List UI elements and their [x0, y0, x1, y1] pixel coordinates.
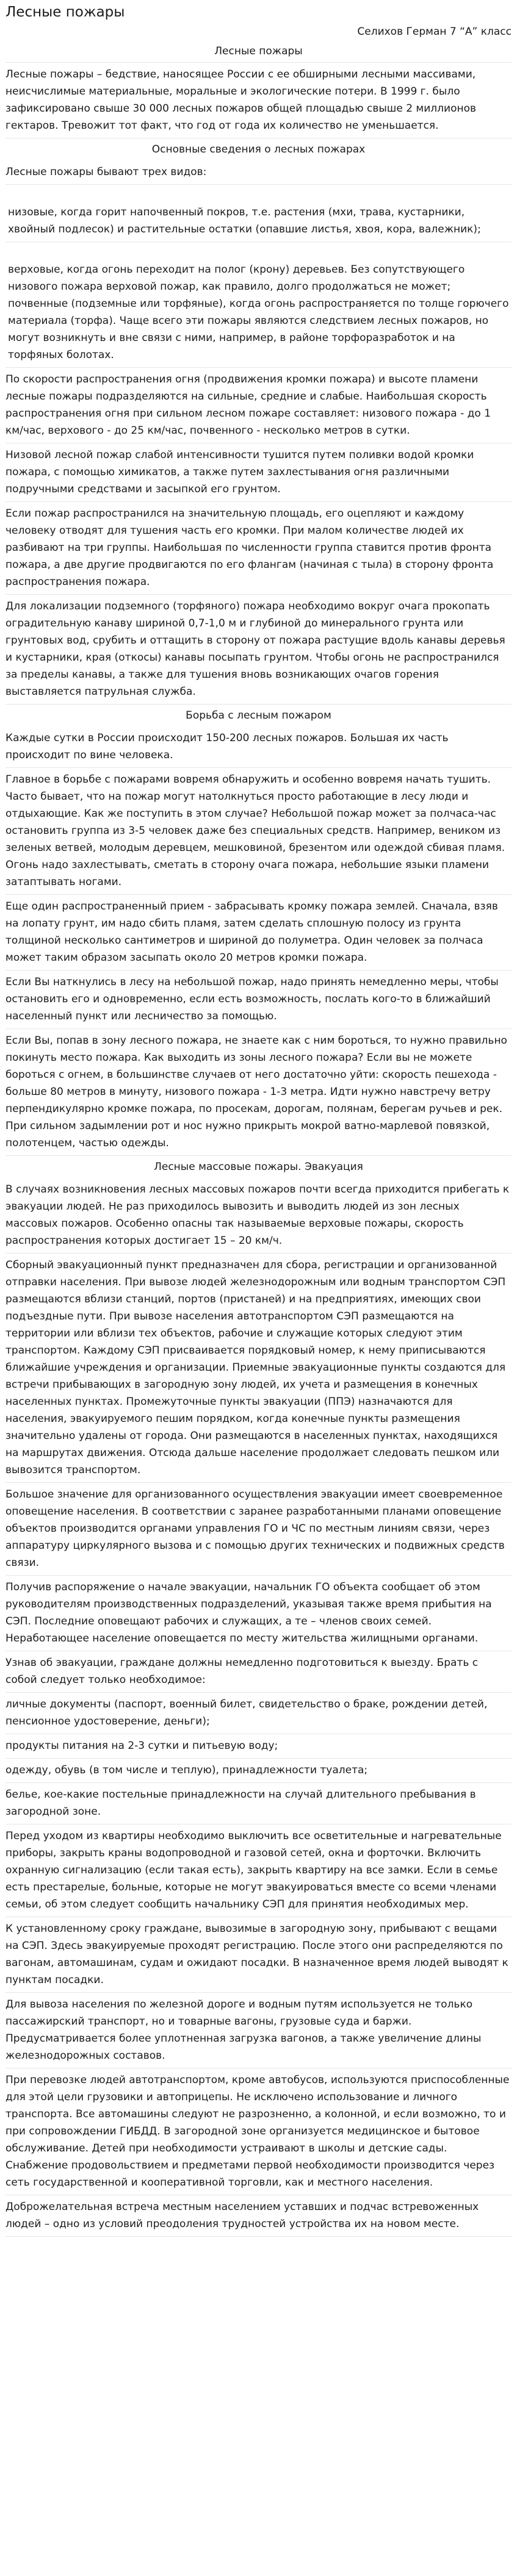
section-heading: Лесные массовые пожары. Эвакуация — [154, 1161, 363, 1173]
paragraph: Перед уходом из квартиры необходимо выключить все осветительные и нагревательные приборы, закрыть краны водопроводной и газовой сетей, окна и форточки. Включить охранную сигнализацию (если такая есть), закрыть квартиру на все замки. Если в семье есть престарелые, больные, которые не могут эвакуироваться вместе со всеми членами семьи, об этом следует сообщить начальнику СЭП для принятия необходимых мер. — [5, 1824, 512, 1917]
document-heading: Лесные пожары — [214, 45, 303, 57]
paragraph: Получив распоряжение о начале эвакуации, начальник ГО объекта сообщает об этом руководителям производственных подразделений, указывая также время прибытия на СЭП. Последние оповещают рабочих и служащих, а те – членов своих семей. Неработающее население оповещается по месту жительства жилищными органами. — [5, 1576, 512, 1651]
paragraph: Доброжелательная встреча местным населением уставших и подчас встревоженных людей – одно из условий преодоления трудностей устройства их на новом месте. — [5, 2195, 512, 2237]
paragraph: По скорости распространения огня (продвижения кромки пожара) и высоте пламени лесные пожары подразделяются на сильные, средние и слабые. Наибольшая скорость распространения огня при сильном лесном пожаре составляет: низового пожара - до 1 км/час, верхового - до 25 км/час, почвенного - несколько метров в сутки. — [5, 368, 512, 443]
section-heading: Основные сведения о лесных пожарах — [151, 143, 366, 156]
list-item: низовые, когда горит напочвенный покров, т.е. растения (мхи, трава, кустарники, хвойный подлесок) и растительные остатки (опавшие листья, хвоя, кора, валежник); — [5, 201, 512, 242]
paragraph: Еще один распространенный прием - забрасывать кромку пожара землей. Сначала, взяв на лопату грунт, им надо сбить пламя, затем сделать сплошную полосу из грунта толщиной несколько сантиметров и шириной до полуметра. Один человек за полчаса может таким образом засыпать около 20 метров кромки пожара. — [5, 895, 512, 970]
list-item: белье, кое-какие постельные принадлежности на случай длительного пребывания в загородной зоне. — [5, 1783, 512, 1824]
paragraph: Большое значение для организованного осуществления эвакуации имеет своевременное оповещение населения. В соответствии с заранее разработанными планами оповещение объектов производится органами управления ГО и ЧС по местным линиям связи, через аппаратуру циркулярного вызова и с помощью других технических и подвижных средств связи. — [5, 1483, 512, 1576]
paragraph: Каждые сутки в России происходит 150-200 лесных пожаров. Большая их часть происходит по вине человека. — [5, 727, 512, 768]
author-line: Селихов Герман 7 “А” класс — [357, 26, 512, 38]
paragraph: К установленному сроку граждане, вывозимые в загородную зону, прибывают с вещами на СЭП. Здесь эвакуируемые проходят регистрацию. После этого они распределяются по вагонам, автомашинам, судам и ожидают посадки. В назначенное время людей выводят к пунктам посадки. — [5, 1917, 512, 1993]
paragraph: Если Вы, попав в зону лесного пожара, не знаете как с ним бороться, то нужно правильно покинуть место пожара. Как выходить из зоны лесного пожара? Если вы не можете бороться с огнем, в большинстве случаев от него достаточно уйти: скорость пешехода - больше 80 метров в минуту, низового пожара - 1-3 метра. Идти нужно навстречу ветру перпендикулярно кромке пожара, по просекам, дорогам, полянам, берегам ручьев и рек. При сильном задымлении рот и нос нужно прикрыть мокрой ватно-марлевой повязкой, полотенцем, частью одежды. — [5, 1029, 512, 1156]
section-evacuation — [5, 1158, 512, 2237]
list-item: личные документы (паспорт, военный билет, свидетельство о браке, рождении детей, пенсионное удостоверение, деньги); — [5, 1693, 512, 1734]
section-basics — [5, 141, 512, 705]
paragraph: Узнав об эвакуации, граждане должны немедленно подготовиться к выезду. Брать с собой следует только необходимое: — [5, 1651, 512, 1693]
paragraph: Низовой лесной пожар слабой интенсивности тушится путем поливки водой кромки пожара, с помощью химикатов, а также путем захлестывания огня различными подручными средствами и засыпкой его грунтом. — [5, 443, 512, 502]
paragraph: Для локализации подземного (торфяного) пожара необходимо вокруг очага прокопать оградительную канаву шириной 0,7-1,0 м и глубиной до минерального грунта или грунтовых вод, срубить и оттащить в сторону от пожара растущие вдоль канавы деревья и кустарники, края (откосы) канавы посыпать грунтом. Чтобы огонь не распространился за пределы канавы, а также для тушения вновь возникающих очагов горения выставляется патрульная служба. — [5, 595, 512, 705]
list-item: одежду, обувь (в том числе и теплую), принадлежности туалета; — [5, 1759, 512, 1783]
intro-paragraph: Лесные пожары – бедствие, наносящее России с ее обширными лесными массивами, неисчислимые материальные, моральные и экологические потери. В 1999 г. было зафиксировано свыше 30 000 лесных пожаров общей площадью свыше 2 миллионов гектаров. Тревожит тот факт, что год от года их количество не уменьшается. — [5, 62, 512, 138]
paragraph: Главное в борьбе с пожарами вовремя обнаружить и особенно вовремя начать тушить. Часто бывает, что на пожар могут натолкнуться просто работающие в лесу люди и отдыхающие. Как же поступить в этом случае? Небольшой пожар может за полчаса-час остановить группа из 3-5 человек даже без специальных средств. Например, веником из зеленых ветвей, молодым деревцем, мешковиной, брезентом или одеждой сбивая пламя. Огонь надо захлестывать, сметать в сторону очага пожара, небольшие языки пламени затаптывать ногами. — [5, 768, 512, 895]
page-title: Лесные пожары — [5, 4, 125, 20]
section-heading: Борьба с лесным пожаром — [186, 709, 331, 722]
paragraph: Если пожар распространился на значительную площадь, его оцепляют и каждому человеку отводят для тушения часть его кромки. При малом количестве людей их разбивают на три группы. Наибольшая по численности группа ставится против фронта пожара, а две другие продвигаются по его флангам (начиная с тыла) в сторону фронта распространения пожара. — [5, 502, 512, 595]
paragraph: При перевозке людей автотранспортом, кроме автобусов, используются приспособленные для этой цели грузовики и автоприцепы. Не исключено использование и личного транспорта. Все автомашины следуют не разрозненно, а колонной, и если возможно, то и при сопровождении ГИБДД. В загородной зоне организуется медицинское и бытовое обслуживание. Детей при необходимости устраивают в школы и детские сады. Снабжение продовольствием и предметами первой необходимости производится через сеть государственной и кооперативной торговли, как и местного населения. — [5, 2068, 512, 2195]
list-item: верховые, когда огонь переходит на полог (крону) деревьев. Без сопутствующего низового пожара верховой пожар, как правило, долго продолжаться не может; почвенные (подземные или торфяные), когда огонь распространяется по толще горючего материала (торфа). Чаще всего эти пожары являются следствием лесных пожаров, но могут возникнуть и вне связи с ними, например, в районе торфоразработок и на торфяных болотах. — [5, 258, 512, 368]
paragraph: Если Вы наткнулись в лесу на небольшой пожар, надо принять немедленно меры, чтобы остановить его и одновременно, если есть возможность, послать кого-то в ближайший населенный пункт или лесничество за помощью. — [5, 970, 512, 1029]
paragraph: Для вывоза населения по железной дороге и водным путям используется не только пассажирский транспорт, но и товарные вагоны, грузовые суда и баржи. Предусматривается более уплотненная загрузка вагонов, а также увеличение длины железнодорожных составов. — [5, 1993, 512, 2068]
paragraph: В случаях возникновения лесных массовых пожаров почти всегда приходится прибегать к эвакуации людей. Не раз приходилось вывозить и выводить людей из зон лесных массовых пожаров. Особенно опасны так называемые верховые пожары, скорость распространения которых достигает 15 – 20 км/ч. — [5, 1178, 512, 1254]
section-fighting-fire — [5, 707, 512, 1156]
paragraph: Сборный эвакуационный пункт предназначен для сбора, регистрации и организованной отправки населения. При вывозе людей железнодорожным или водным транспортом СЭП размещаются вблизи станций, портов (пристаней) и на предприятиях, имеющих свои подъездные пути. При вывозе населения автотранспортом СЭП размещаются на территории или вблизи тех объектов, рабочие и служащие которых следуют этим транспортом. Каждому СЭП присваивается порядковый номер, к нему приписываются ближайшие учреждения и организации. Приемные эвакуационные пункты создаются для встречи прибывающих в загородную зону людей, их учета и размещения в конечных населенных пунктах. Промежуточные пункты эвакуации (ППЭ) назначаются для населения, эвакуируемого пешим порядком, когда конечные пункты размещения значительно удалены от города. Они размещаются в населенных пунктах, находящихся на маршрутах движения. Отсюда дальше население продолжает следовать пешком или вывозится транспортом. — [5, 1254, 512, 1483]
paragraph: Лесные пожары бывают трех видов: — [5, 160, 512, 185]
list-item: продукты питания на 2-3 сутки и питьевую воду; — [5, 1734, 512, 1759]
